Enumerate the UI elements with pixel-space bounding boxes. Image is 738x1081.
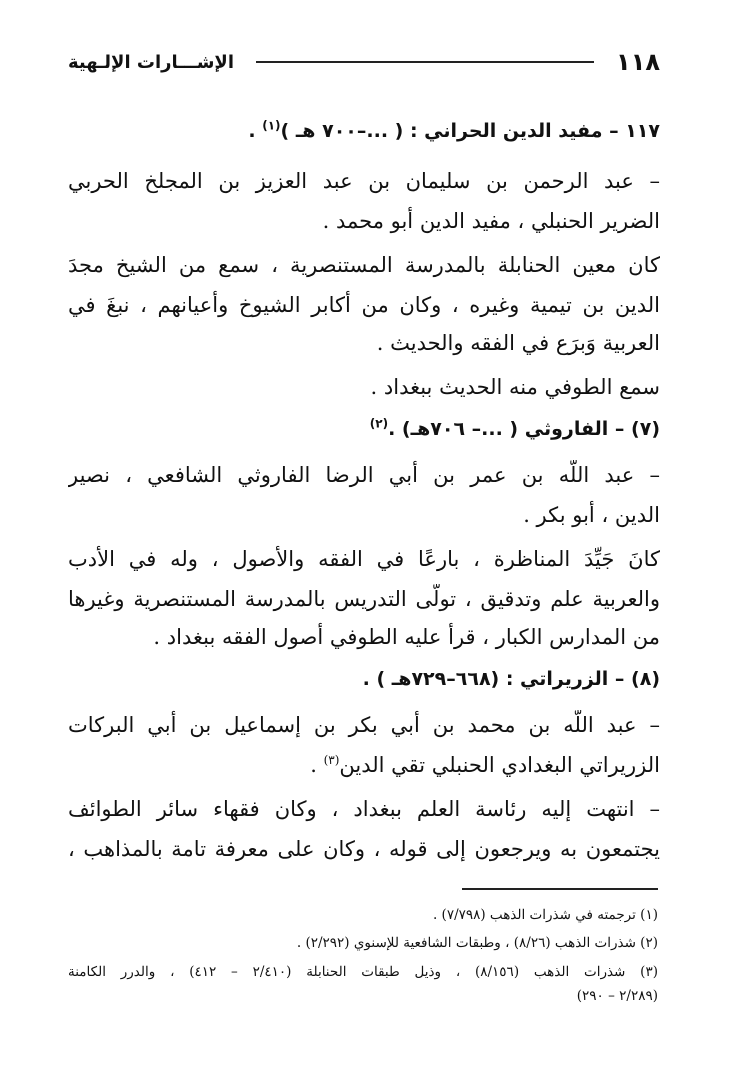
footnote-rule [462, 888, 658, 890]
running-title: الإشـــارات الإلـهية [68, 51, 235, 73]
text-line: الدين ، أبو بكر . [523, 503, 660, 527]
text-line: كان معين الحنابلة بالمدرسة المستنصرية ، سمع من الشيخ مجدَ [68, 253, 660, 277]
page-header [68, 42, 660, 82]
entry-heading: (٧) – الفاروثي ( ...– ٧٠٦هـ) .$^{(٢)}$ [369, 416, 660, 440]
text-line: – عبد اللّه بن عمر بن أبي الرضا الفاروثي الشافعي ، نصير [68, 463, 660, 487]
footnote: (١) ترجمته في شذرات الذهب (٧/٧٩٨) . [432, 907, 658, 923]
text-line: يجتمعون به ويرجعون إلى قوله ، وكان على معرفة تامة بالمذاهب ، [68, 837, 660, 861]
text-line: كانَ جَيِّدَ المناظرة ، بارعًا في الفقه والأصول ، وله في الأدب [68, 547, 660, 571]
text-line: الدين بن تيمية وغيره ، وكان من أكابر الشيوخ وأعيانهم ، نبغَ في [68, 293, 660, 317]
text-line: الضرير الحنبلي ، مفيد الدين أبو محمد . [322, 209, 660, 233]
text-line: سمع الطوفي منه الحديث ببغداد . [370, 375, 660, 399]
header-rule [256, 61, 594, 63]
text-line: – عبد الرحمن بن سليمان بن عبد العزيز بن المجلخ الحربي [68, 169, 660, 193]
entry-heading: (٨) – الزريراتي : (٦٦٨–٧٢٩هـ ) . [362, 668, 660, 690]
text-line: والعربية علم وتدقيق ، تولَّى التدريس بالمدرسة المستنصرية وغيرها [68, 587, 660, 611]
footnote: (٢) شذرات الذهب (٨/٢٦) ، وطبقات الشافعية للإسنوي (٢/٢٩٢) . [296, 935, 658, 951]
footnote: (٣) شذرات الذهب (٨/١٥٦) ، وذيل طبقات الحنابلة (٢/٤١٠ – ٤١٢) ، والدرر الكامنة [68, 964, 658, 980]
footnote-continuation: (٢/٢٨٩ – ٢٩٠) [576, 988, 658, 1004]
entry-heading: ١١٧ – مفيد الدين الحراني : ( ...–٧٠٠ هـ )$^{(١)}$ . [248, 118, 660, 142]
text-line: – عبد اللّه بن محمد بن أبي بكر بن إسماعيل بن أبي البركات [68, 713, 660, 737]
page-number: ١١٨ [616, 48, 660, 76]
text-line: من المدارس الكبار ، قرأ عليه الطوفي أصول الفقه ببغداد . [153, 625, 660, 649]
text-line: – انتهت إليه رئاسة العلم ببغداد ، وكان فقهاء سائر الطوائف [68, 797, 660, 821]
text-line: الزريراتي البغدادي الحنبلي تقي الدين$^{(٣)}$ . [310, 753, 660, 777]
text-line: العربية وَبرَع في الفقه والحديث . [376, 331, 660, 355]
